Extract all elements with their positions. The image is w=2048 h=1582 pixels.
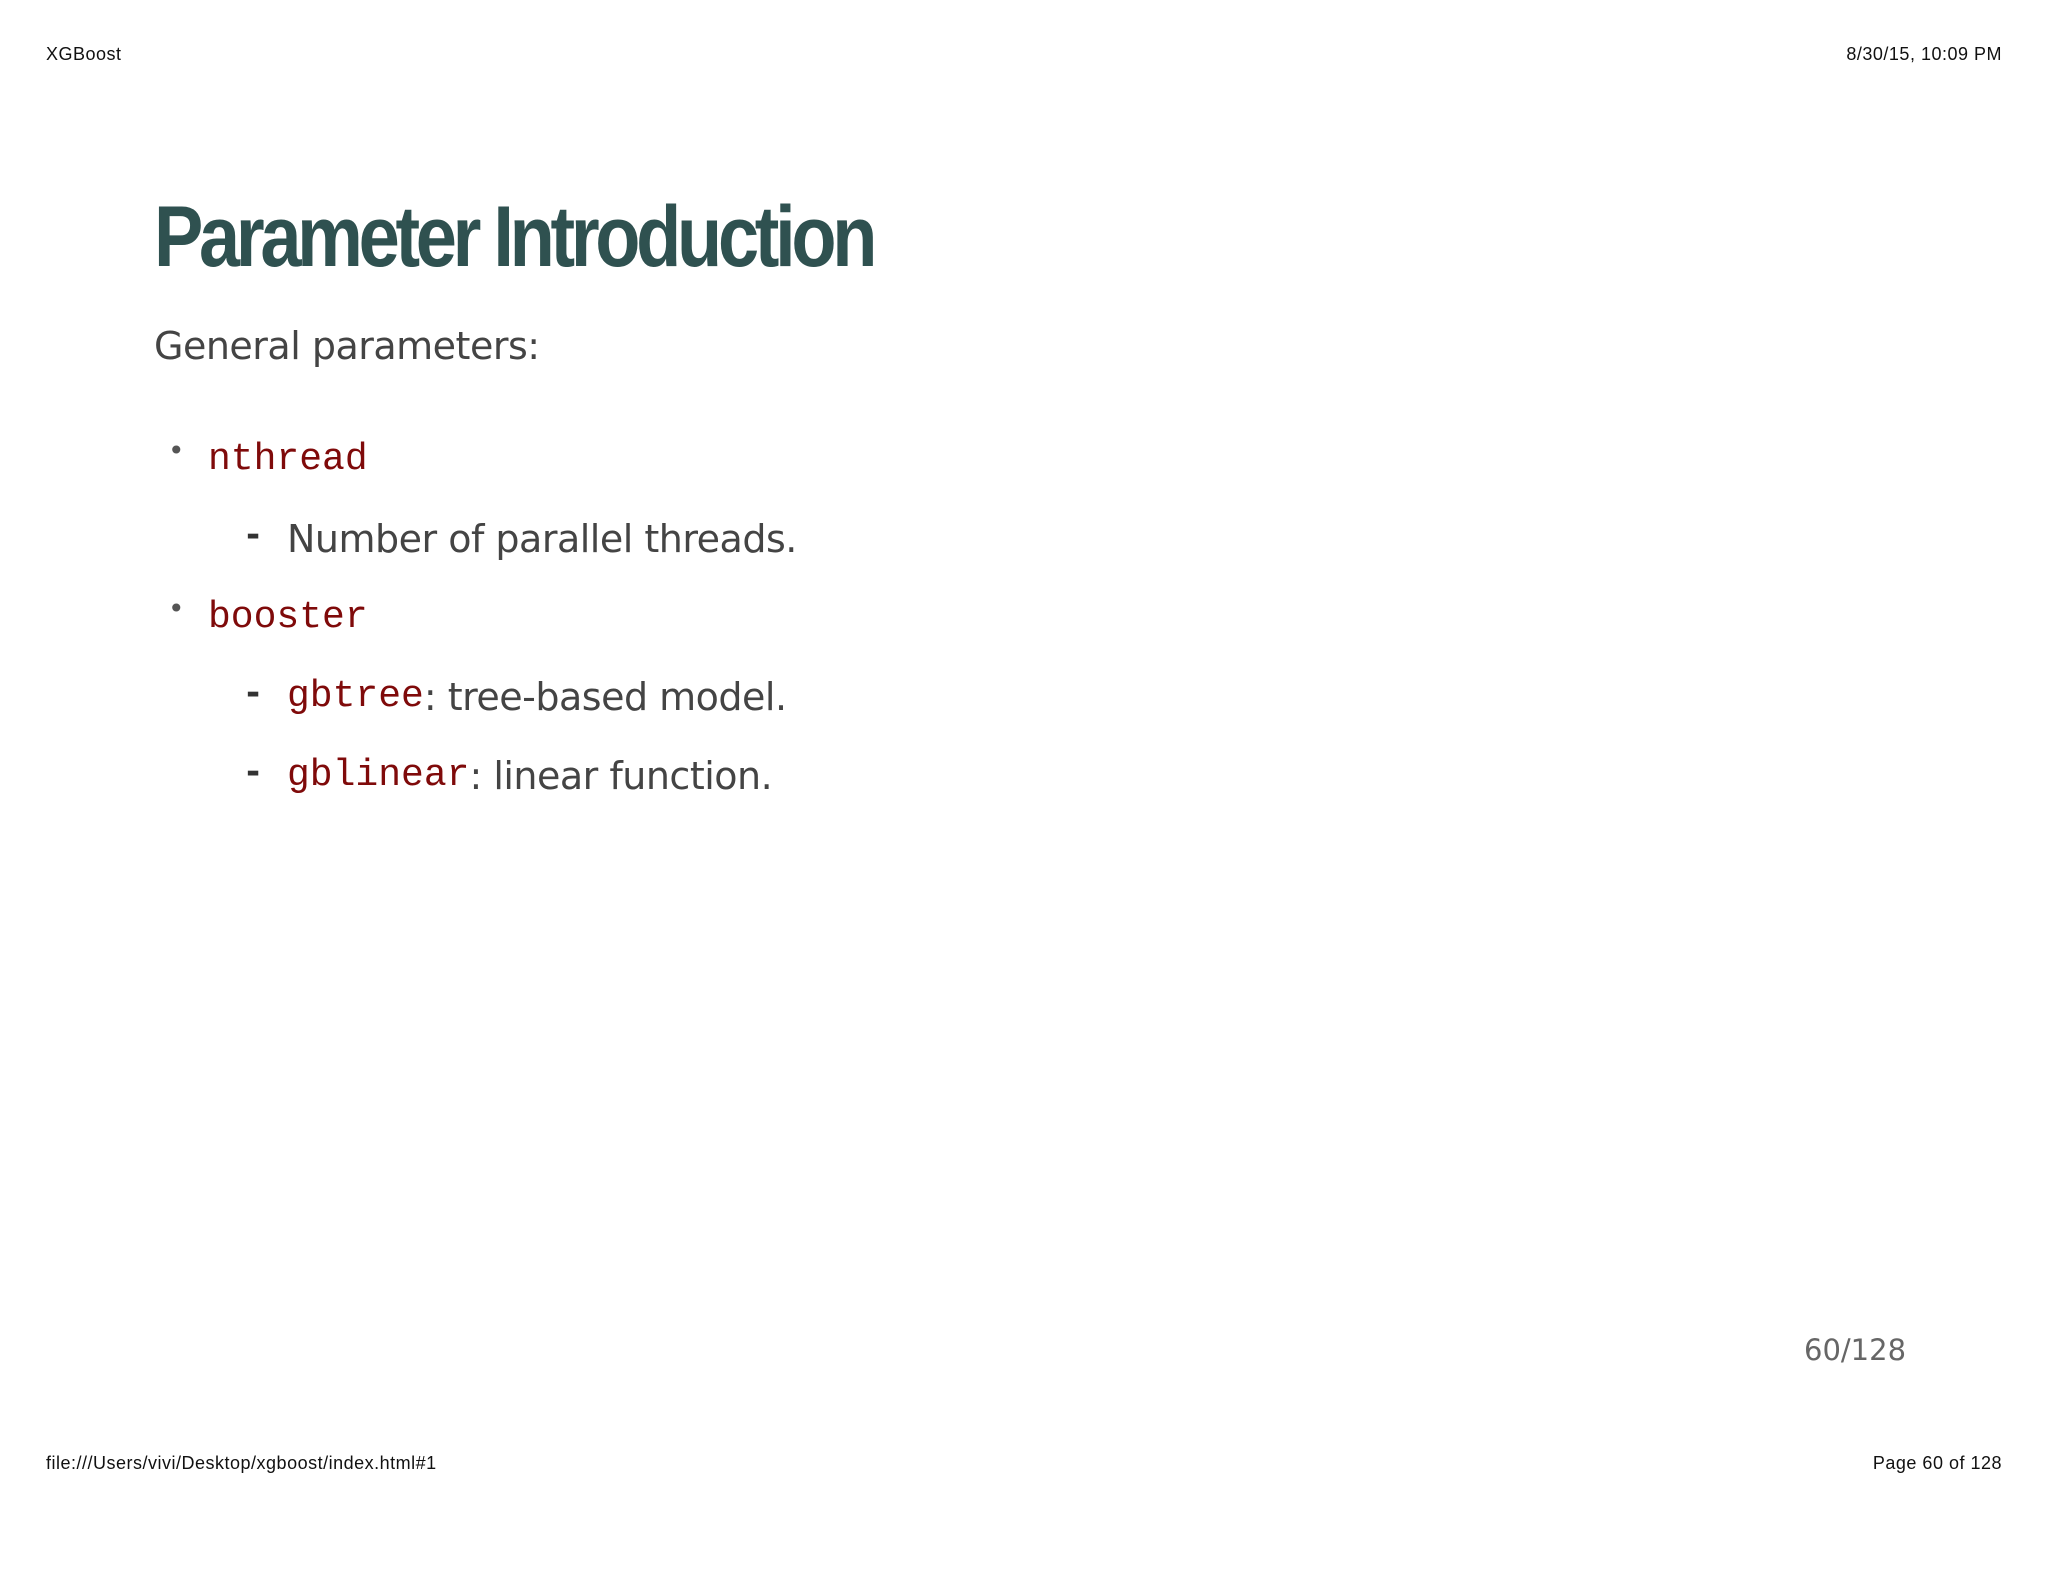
parameter-list — [154, 420, 797, 815]
dash-icon: - — [246, 515, 261, 555]
slide — [0, 120, 2048, 1420]
param-description: : linear function. — [469, 753, 773, 798]
list-item-nthread — [154, 420, 797, 499]
slide-subtitle: General parameters: — [154, 324, 540, 368]
dash-icon: - — [246, 673, 261, 713]
list-item-gblinear — [154, 736, 797, 815]
param-code: gbtree — [287, 675, 424, 718]
print-footer — [46, 1453, 2002, 1474]
document-title: XGBoost — [46, 44, 122, 64]
document-url: file:///Users/vivi/Desktop/xgboost/index.html#1 — [46, 1453, 437, 1473]
bullet-icon: • — [168, 434, 185, 467]
param-description: Number of parallel threads. — [287, 516, 797, 561]
page-indicator: Page 60 of 128 — [1872, 1453, 2002, 1473]
print-header — [46, 44, 2002, 65]
list-item-booster — [154, 578, 797, 657]
param-code: nthread — [208, 438, 368, 481]
slide-title: Parameter Introduction — [154, 189, 874, 285]
list-item-nthread-desc — [154, 499, 797, 578]
bullet-icon: • — [168, 592, 185, 625]
param-code: booster — [208, 596, 368, 639]
param-description: : tree-based model. — [423, 674, 787, 719]
param-code: gblinear — [287, 754, 470, 797]
print-datetime: 8/30/15, 10:09 PM — [1846, 44, 2002, 64]
dash-icon: - — [246, 752, 261, 792]
slide-number: 60/128 — [1804, 1333, 1907, 1367]
list-item-gbtree — [154, 657, 797, 736]
